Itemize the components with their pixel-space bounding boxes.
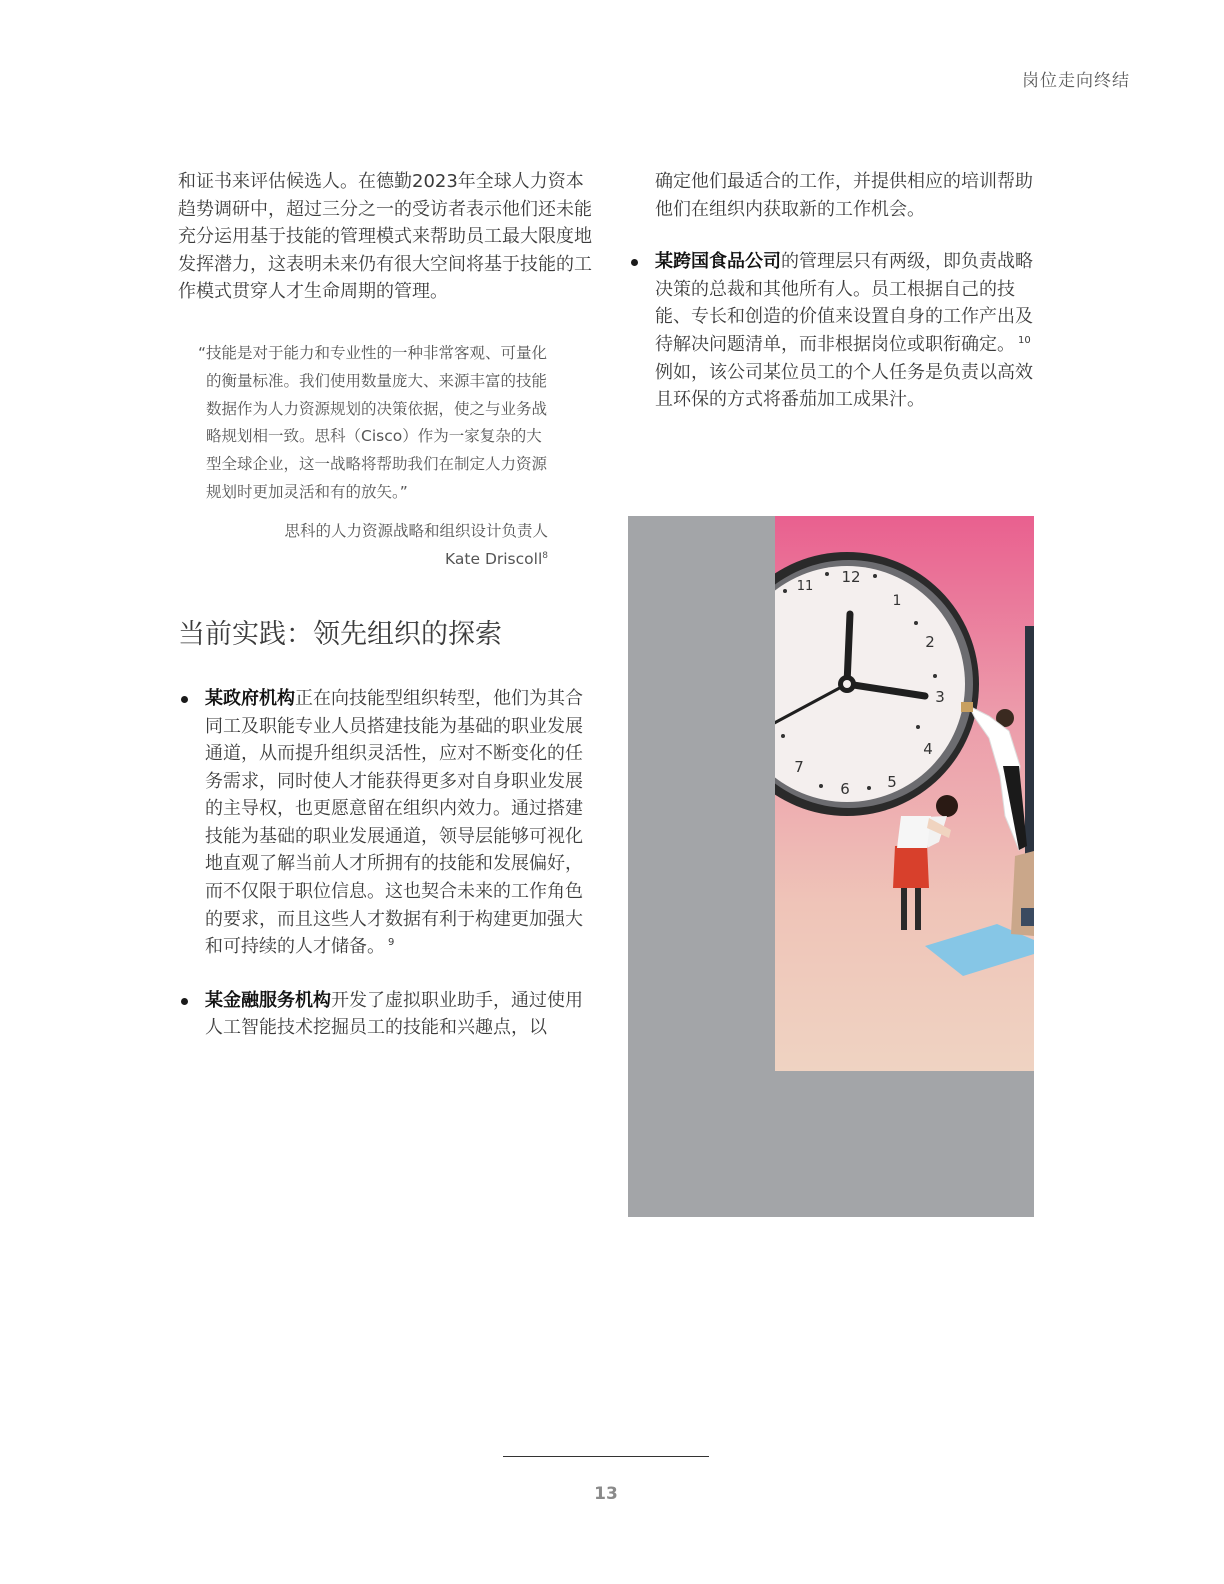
attribution-name-line bbox=[198, 544, 548, 572]
quote-text: “技能是对于能力和专业性的一种非常客观、可量化的衡量标准。我们使用数量庞大、来源丰富的技能数据作为人力资源规划的决策依据，使之与业务战略规划相一致。思科（Cisco）作为一家复杂的大型全球企业，这一战略将帮助我们在制定人力资源规划时更加灵活和有的放矢。” bbox=[198, 343, 548, 501]
clock-numeral-1: 1 bbox=[892, 593, 902, 609]
clock-numeral-12: 12 bbox=[841, 568, 861, 586]
section-heading: 当前实践：领先组织的探索 bbox=[178, 618, 502, 650]
bullet-icon bbox=[181, 998, 188, 1005]
clock-numeral-6: 6 bbox=[840, 780, 850, 798]
clock-numeral-2: 2 bbox=[925, 633, 935, 651]
org-name: 某跨国食品公司 bbox=[655, 251, 781, 273]
left-column bbox=[178, 168, 598, 1068]
practice-list-right bbox=[628, 248, 1038, 414]
attribution-name: Kate Driscoll bbox=[445, 549, 543, 568]
org-name: 某金融服务机构 bbox=[205, 989, 331, 1011]
footnote-ref-9: 9 bbox=[388, 937, 395, 949]
page-number: 13 bbox=[594, 1484, 618, 1504]
attribution-role: 思科的人力资源战略和组织设计负责人 bbox=[284, 521, 548, 540]
footer-rule bbox=[503, 1456, 709, 1457]
running-header: 岗位走向终结 bbox=[1022, 71, 1130, 91]
bullet-text-continued: 例如，该公司某位员工的个人任务是负责以高效且环保的方式将番茄加工成果汁。 bbox=[655, 361, 1033, 411]
bullet-icon bbox=[631, 259, 638, 266]
list-item bbox=[178, 987, 598, 1042]
list-item bbox=[628, 248, 1038, 414]
bullet-text: 的管理层只有两级，即负责战略决策的总裁和其他所有人。员工根据自己的技能、专长和创造的价值来设置自身的工作产出及待解决问题清单，而非根据岗位或职衔确定。 bbox=[655, 251, 1033, 355]
clock-numeral-4: 4 bbox=[923, 740, 933, 758]
clock-illustration bbox=[775, 516, 1034, 1071]
org-name: 某政府机构 bbox=[205, 687, 295, 709]
clock-numeral-5: 5 bbox=[887, 773, 897, 791]
right-column bbox=[628, 168, 1038, 440]
quote-attribution bbox=[198, 519, 548, 572]
clock-numeral-11: 11 bbox=[796, 579, 814, 594]
bullet-text: 正在向技能型组织转型，他们为其合同工及职能专业人员搭建技能为基础的职业发展通道，从而提升组织灵活性，应对不断变化的任务需求，同时使人才能获得更多对自身职业发展的主导权，也更愿意留在组织内效力。通过搭建技能为基础的职业发展通道，领导层能够可视化地直观了解当前人才所拥有的技能和发展偏好，而不仅限于职位信息。这也契合未来的工作角色的要求，而且这些人才数据有利于构建更加强大和可持续的人才储备。 bbox=[205, 687, 583, 958]
door-edge bbox=[1025, 626, 1034, 876]
intro-paragraph: 和证书来评估候选人。在德勤2023年全球人力资本趋势调研中，超过三分之一的受访者表示他们还未能充分运用基于技能的管理模式来帮助员工最大限度地发挥潜力，这表明未来仍有很大空间将基于技能的工作模式贯穿人才生命周期的管理。 bbox=[178, 171, 592, 303]
footnote-ref-8: 8 bbox=[542, 550, 548, 561]
bullet-icon bbox=[181, 696, 188, 703]
bullet-text: 开发了虚拟职业助手，通过使用人工智能技术挖掘员工的技能和兴趣点，以 bbox=[205, 989, 583, 1039]
practice-list-left bbox=[178, 685, 598, 1042]
pull-quote bbox=[198, 340, 548, 572]
clock-numeral-3: 3 bbox=[935, 688, 945, 706]
footnote-ref-10: 10 bbox=[1018, 334, 1031, 346]
list-item bbox=[178, 685, 598, 961]
continued-paragraph: 确定他们最适合的工作，并提供相应的培训帮助他们在组织内获取新的工作机会。 bbox=[655, 171, 1033, 220]
clock-numeral-7: 7 bbox=[794, 758, 804, 776]
